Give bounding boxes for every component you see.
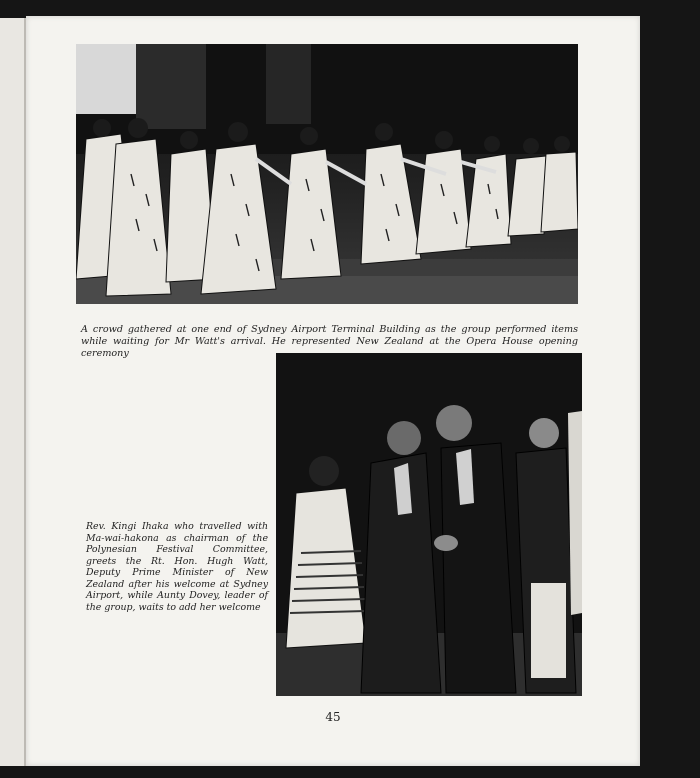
performers-illustration	[76, 44, 578, 304]
greeting-photo	[276, 353, 582, 696]
magazine-page	[26, 16, 640, 766]
performers-caption: A crowd gathered at one end of Sydney Airport Terminal Building as the group performed items while waiting for Mr Watt's arrival. He represented New Zealand at the Opera House opening ceremony	[81, 323, 578, 359]
greeting-illustration	[276, 353, 582, 696]
greeting-caption: Rev. Kingi Ihaka who travelled with Ma-wai-hakona as chairman of the Polynesian Festival Committee, greets the Rt. Hon. Hugh Watt, Deputy Prime Minister of New Zealand after his welcome at Sydney Airport, while Aunty Dovey, leader of the group, waits to add her welcome	[86, 521, 268, 613]
page-number: 45	[325, 710, 341, 724]
facing-page-edge	[0, 18, 26, 766]
performers-photo	[76, 44, 578, 304]
